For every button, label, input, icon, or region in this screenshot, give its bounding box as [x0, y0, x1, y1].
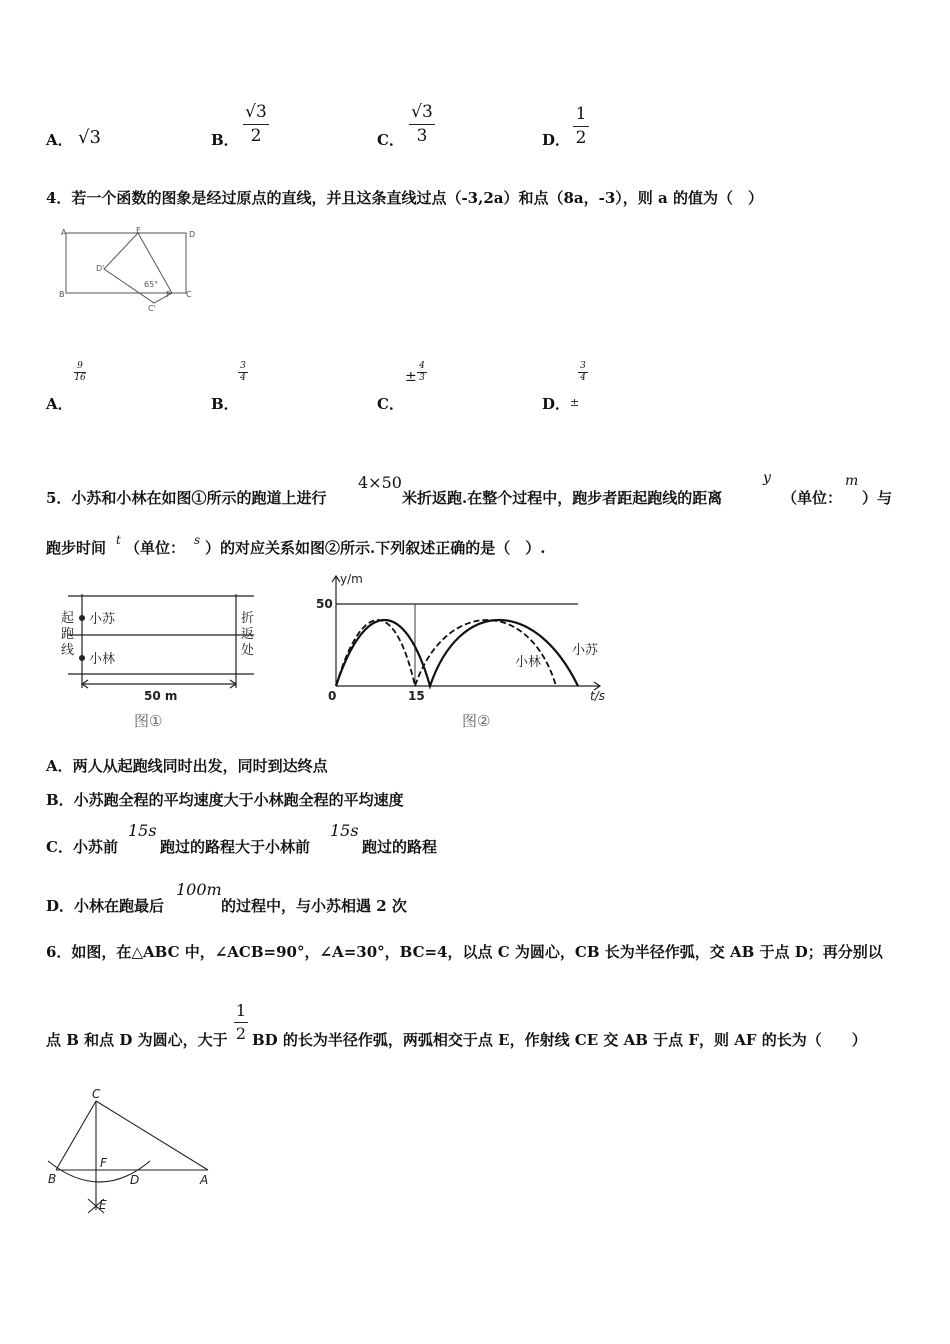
q5-line1-b: 米折返跑.在整个过程中，跑步者距起跑线的距离 — [402, 489, 723, 507]
q5-fig1-left-label-3: 线 — [61, 643, 75, 658]
q4-option-a-letter: A． — [46, 395, 73, 413]
q3-option-a-letter: A． — [46, 131, 73, 149]
q3-option-d-den: 2 — [575, 128, 587, 148]
q4-stem: 4．若一个函数的图象是经过原点的直线，并且这条直线过点（-3,2a）和点（8a，-3），则 a 的值为（ ） — [46, 189, 763, 207]
q4-option-c-num: 4 — [419, 361, 425, 371]
q5-fig1-right-label-1: 折 — [241, 611, 255, 626]
q5-unit-s: s — [194, 533, 201, 547]
q3-option-b-num: √3 — [245, 102, 267, 122]
q3-option-c-letter: C． — [377, 131, 404, 149]
q5-option-d-a: D．小林在跑最后 — [46, 897, 165, 915]
q5-fig1-caption: 图① — [134, 712, 163, 730]
q5-fig2-label-su: 小苏 — [572, 643, 599, 658]
q5-fig1-left-label-1: 起 — [61, 611, 75, 626]
q4-label-a: A — [61, 228, 67, 237]
q6-label-a: A — [200, 1173, 209, 1187]
q3-option-b-fraction — [243, 104, 269, 145]
q4-option-b-fraction — [238, 362, 248, 383]
q5-option-c-a: C．小苏前 — [46, 838, 118, 856]
q5-line2-a: 跑步时间 — [46, 539, 107, 557]
q5-option-c-15s-1: 15s — [128, 821, 157, 840]
q6-label-f: F — [100, 1156, 107, 1170]
q6-label-c: C — [92, 1087, 101, 1101]
q4-option-a-num: 9 — [77, 361, 83, 371]
q5-fig1-right-label-3: 处 — [241, 643, 255, 658]
q5-fig1-runner-lin: 小林 — [89, 652, 116, 667]
q5-option-c-b: 跑过的路程大于小林前 — [160, 838, 311, 856]
q5-unit-m: m — [845, 473, 859, 489]
q5-option-c-c: 跑过的路程 — [362, 838, 438, 856]
q5-option-c-15s-2: 15s — [330, 821, 359, 840]
q3-option-d-letter: D． — [542, 131, 571, 149]
q6-half-fraction — [234, 1003, 248, 1042]
q4-option-d-prefix: ± — [570, 396, 580, 409]
q6-half-den: 2 — [235, 1024, 247, 1043]
q4-option-a-den: 16 — [74, 373, 86, 383]
q5-option-d-b: 的过程中，与小苏相遇 2 次 — [221, 897, 407, 915]
q4-option-a-fraction — [74, 362, 86, 383]
q4-label-f: F — [166, 290, 171, 299]
q4-option-d-fraction — [578, 362, 588, 383]
q4-label-d1: D' — [96, 264, 105, 273]
q5-fig2-caption: 图② — [462, 712, 491, 730]
q5-fig1-right-label-2: 返 — [241, 627, 255, 642]
q5-fig2-y-tick: 50 — [316, 597, 333, 611]
q5-fig2-x-tick: 15 — [408, 689, 425, 703]
q3-option-c-den: 3 — [416, 126, 428, 146]
q3-option-d-num: 1 — [575, 104, 587, 124]
q4-option-d-den: 4 — [580, 373, 586, 383]
q5-fig1-runner-su: 小苏 — [89, 612, 116, 627]
q6-side-ca — [96, 1101, 208, 1170]
q6-side-cb — [56, 1101, 96, 1170]
q4-label-angle: 65° — [144, 280, 159, 289]
q4-option-c-den: 3 — [419, 373, 425, 383]
q6-label-e: E — [99, 1198, 107, 1212]
q4-label-d: D — [189, 230, 196, 239]
q5-fig1-distance: 50 m — [144, 689, 178, 703]
q6-label-b: B — [48, 1172, 57, 1186]
q6-line2-a: 点 B 和点 D 为圆心，大于 — [46, 1031, 228, 1049]
q5-fig2-ylabel: y/m — [340, 572, 363, 586]
q5-fig2-label-lin: 小林 — [515, 655, 542, 670]
q4-option-c-prefix: ± — [405, 369, 417, 385]
q3-option-b-den: 2 — [250, 126, 262, 146]
q5-figure-1 — [58, 580, 273, 735]
q4-option-b-num: 3 — [240, 361, 246, 371]
q5-figure-2 — [310, 568, 610, 738]
q5-fig2-xlabel: t/s — [590, 689, 605, 703]
q6-half-num: 1 — [235, 1001, 247, 1020]
q4-option-d-letter: D． — [542, 395, 571, 413]
q4-label-c1: C' — [148, 304, 156, 313]
q4-option-d-num: 3 — [580, 361, 586, 371]
q3-option-c-fraction — [409, 104, 435, 145]
q5-option-d-100m: 100m — [176, 880, 222, 899]
q5-fig1-runner-su-dot — [79, 615, 85, 621]
q6-line1: 6．如图，在△ABC 中，∠ACB=90°，∠A=30°，BC=4，以点 C 为圆心，CB 长为半径作弧，交 AB 于点 D；再分别以 — [46, 943, 883, 961]
q5-fig1-left-label-2: 跑 — [61, 627, 75, 642]
q5-line1-d: ）与 — [862, 489, 893, 507]
q5-line1-c: （单位： — [782, 489, 843, 507]
q4-option-b-den: 4 — [240, 373, 246, 383]
q5-line2-c: ）的对应关系如图②所示.下列叙述正确的是（ ）. — [205, 539, 546, 557]
q5-var-y: y — [763, 470, 771, 486]
q4-option-c-fraction — [417, 362, 427, 383]
q4-label-c: C — [186, 290, 192, 299]
q3-option-a-value: √3 — [78, 127, 101, 148]
q4-option-c-letter: C． — [377, 395, 404, 413]
q3-option-b-letter: B． — [211, 131, 239, 149]
q5-option-b: B．小苏跑全程的平均速度大于小林跑全程的平均速度 — [46, 791, 404, 809]
q4-figure — [56, 225, 206, 315]
q5-fig2-curve-su — [336, 620, 578, 686]
q6-line2-b: BD 的长为半径作弧，两弧相交于点 E，作射线 CE 交 AB 于点 F，则 AF 的长为（ ） — [252, 1031, 867, 1049]
q5-option-a: A．两人从起跑线同时出发，同时到达终点 — [46, 757, 328, 775]
q6-figure — [40, 1085, 225, 1225]
q3-option-c-num: √3 — [411, 102, 433, 122]
q4-label-b: B — [59, 290, 65, 299]
q5-fig1-runner-lin-dot — [79, 655, 85, 661]
q4-option-b-letter: B． — [211, 395, 239, 413]
q5-fig2-origin: 0 — [328, 689, 337, 703]
q5-var-t: t — [116, 533, 121, 547]
q3-option-d-fraction — [573, 106, 589, 147]
q5-line1-a: 5．小苏和小林在如图①所示的跑道上进行 — [46, 489, 327, 507]
q5-expr-4x50: 4×50 — [358, 473, 402, 492]
q5-line2-b: （单位： — [125, 539, 186, 557]
q4-label-e: E — [136, 226, 142, 235]
q6-label-d: D — [130, 1173, 140, 1187]
